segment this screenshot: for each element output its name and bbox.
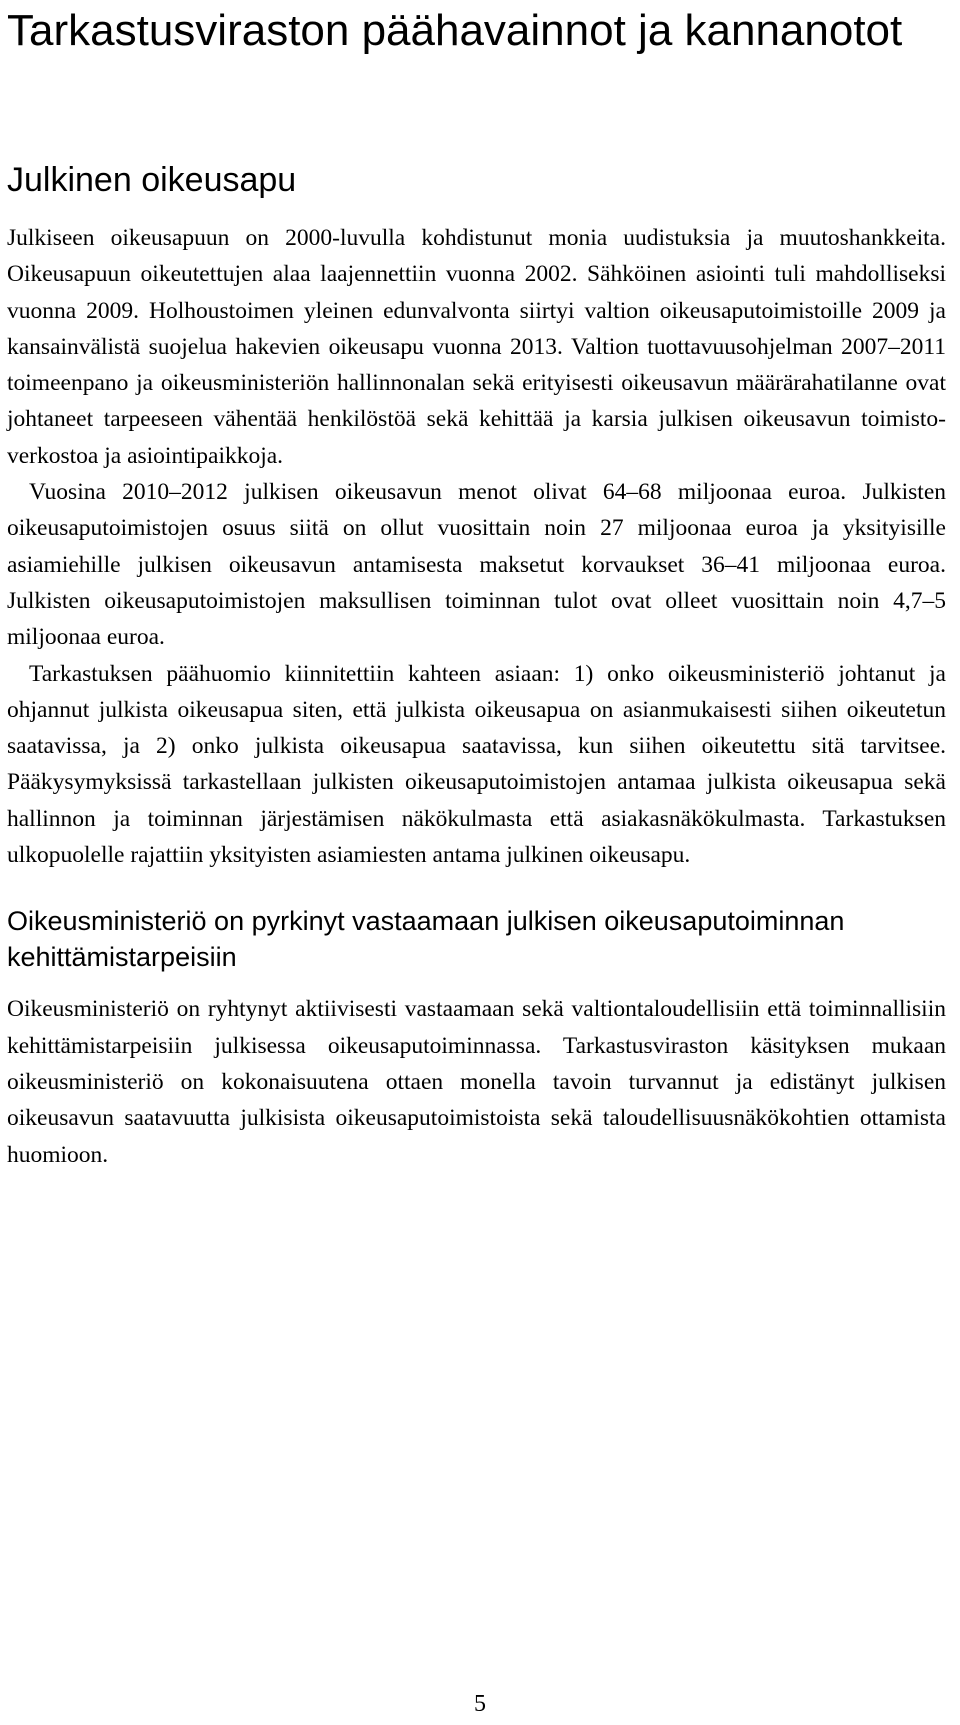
page-title: Tarkastusviraston päähavainnot ja kannanotot (7, 6, 903, 55)
spacer (7, 975, 946, 991)
body-paragraph: Tarkastuksen päähuomio kiinnitettiin kahteen asiaan: 1) onko oikeusministeriö johtanut ja ohjannut julkista oikeusapua siten, että julkista oikeusapua on asianmukaisesti siihen oikeutetun saatavissa, ja 2) onko julkista oikeusapua saatavissa, kun siihen oikeutettu sitä tarvitsee. Pääkysymyksissä tarkastellaan julkisten oikeusaputoimistojen antamaa julkista oikeusapua sekä hallinnon ja toiminnan järjestämisen näkökulmasta että asiakasnäkökulmasta. Tarkastuksen ulkopuolelle rajattiin yksityisten asiamiesten antama julkinen oikeusapu. (7, 660, 946, 869)
body-paragraph: Vuosina 2010–2012 julkisen oikeusavun menot olivat 64–68 miljoonaa euroa. Julkisten oikeusaputoimistojen osuus siitä on ollut vuosittain noin 27 miljoonaa euroa ja yksityisille asiamiehille julkisen oikeusavun antamisesta maksetut korvaukset 36–41 miljoonaa euroa. Julkisten oikeusaputoimistojen maksullisen toiminnan tulot ovat olleet vuosittain noin 4,7–5 miljoonaa euroa. (7, 479, 946, 651)
spacer (7, 200, 946, 220)
body-paragraph: Julkiseen oikeusapuun on 2000-luvulla kohdistunut monia uudistuksia ja muutoshankkeita. Oikeusapuun oikeutettujen alaa laajennettiin vuonna 2002. Sähköinen asiointi tuli mahdolliseksi vuonna 2009. Holhoustoimen yleinen edunvalvonta siirtyi valtion oikeusaputoimistoille 2009 ja kansainvälistä suojelua hakevien oikeusapu vuonna 2013. Valtion tuottavuusohjelman 2007–2011 toimeenpano ja oikeusministeriön hallinnonalan sekä erityisesti oikeusavun määrärahatilanne ovat johtaneet tarpeeseen vähentää henkilöstöä sekä kehittää ja karsia julkisen oikeusavun toimistoverkostoa ja asiointipaikkoja. (7, 225, 946, 469)
spacer (7, 58, 946, 160)
spacer (7, 873, 946, 903)
section-heading-julkinen-oikeusapu: Julkinen oikeusapu (7, 161, 297, 199)
subsection-heading: Oikeusministeriö on pyrkinyt vastaamaan julkisen oikeusaputoiminnan kehittämistarpeisiin (7, 906, 845, 973)
body-paragraph: Oikeusministeriö on ryhtynyt aktiivisesti vastaamaan sekä valtiontaloudellisiin että toiminnallisiin kehittämistarpeisiin julkisessa oikeusaputoiminnassa. Tarkastusviraston käsityksen mukaan oikeusministeriö on kokonaisuutena ottaen monella tavoin turvannut ja edistänyt julkisen oikeusavun saatavuutta julkisista oikeusaputoimistoista sekä taloudellisuusnäkökohtien ottamista huomioon. (7, 996, 946, 1168)
page-number: 5 (474, 1691, 486, 1717)
